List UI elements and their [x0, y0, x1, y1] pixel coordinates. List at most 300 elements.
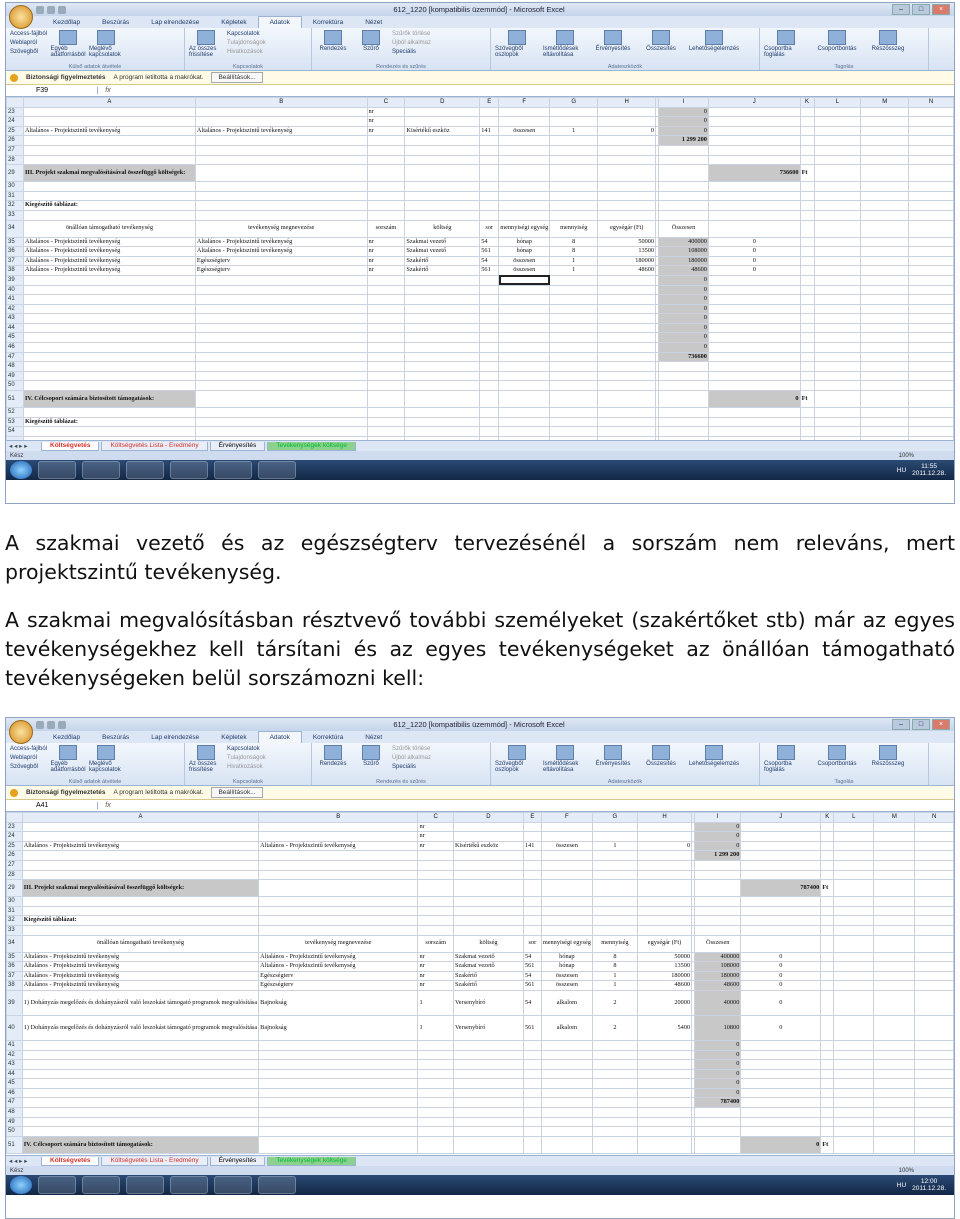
cell[interactable] [708, 275, 800, 285]
filter-button[interactable]: Szűrő [354, 745, 388, 783]
cell-h[interactable]: 180000 [637, 971, 691, 981]
cell[interactable] [195, 304, 367, 314]
cell[interactable] [259, 851, 418, 861]
cell[interactable] [909, 371, 954, 381]
cell[interactable] [550, 165, 598, 182]
cell[interactable] [909, 436, 954, 440]
cell-b[interactable]: Általános - Projektszintű tevékenység [259, 952, 418, 962]
cell[interactable] [22, 1079, 258, 1089]
cell[interactable] [909, 352, 954, 362]
cell[interactable] [814, 256, 861, 266]
row-header[interactable]: 41 [7, 1040, 23, 1050]
cell[interactable] [195, 107, 367, 117]
cell[interactable] [550, 362, 598, 372]
cell[interactable] [480, 201, 499, 211]
cell[interactable] [541, 1079, 592, 1089]
cell[interactable] [861, 155, 909, 165]
cell[interactable] [637, 1108, 691, 1118]
cell[interactable] [861, 117, 909, 127]
cell[interactable] [874, 1069, 915, 1079]
cell[interactable] [741, 1088, 821, 1098]
column-header[interactable]: C [418, 813, 454, 823]
header-g[interactable] [550, 436, 598, 440]
header-g[interactable]: mennyiség [550, 220, 598, 237]
cell[interactable] [695, 925, 741, 935]
cell-h[interactable]: 50000 [598, 237, 656, 247]
cell[interactable] [453, 1098, 523, 1108]
cell[interactable] [23, 371, 195, 381]
cell[interactable] [814, 314, 861, 324]
cell[interactable] [523, 1108, 541, 1118]
cell[interactable] [195, 323, 367, 333]
cell[interactable] [592, 1098, 637, 1108]
cell-f[interactable]: összesen [499, 126, 550, 136]
cell[interactable] [453, 1060, 523, 1070]
cell[interactable] [861, 136, 909, 146]
cell[interactable] [367, 304, 405, 314]
select-all-corner[interactable] [7, 813, 23, 823]
cell[interactable] [874, 1060, 915, 1070]
cell[interactable] [861, 191, 909, 201]
cell[interactable] [874, 897, 915, 907]
cell-d[interactable]: Szakértő [405, 266, 480, 276]
cell[interactable] [708, 201, 800, 211]
cell[interactable] [22, 897, 258, 907]
cell[interactable] [800, 408, 814, 418]
cell[interactable] [659, 182, 709, 192]
cell[interactable] [861, 408, 909, 418]
cell[interactable] [814, 343, 861, 353]
cell[interactable] [480, 352, 499, 362]
column-header[interactable]: F [499, 98, 550, 108]
sheet-tab-tevekenysegek[interactable]: Tevékenységek költsége [267, 442, 356, 451]
cell[interactable] [22, 1060, 258, 1070]
cell[interactable] [821, 971, 834, 981]
cell[interactable] [708, 117, 800, 127]
cell-j[interactable]: 48600 [659, 266, 709, 276]
cell[interactable] [195, 408, 367, 418]
cell[interactable] [523, 832, 541, 842]
fx-icon[interactable]: fx [105, 87, 111, 94]
cell[interactable] [834, 851, 874, 861]
cell[interactable] [915, 1050, 954, 1060]
cell[interactable] [259, 880, 418, 897]
cell[interactable] [861, 323, 909, 333]
cell[interactable] [874, 962, 915, 972]
cell[interactable] [367, 201, 405, 211]
cell[interactable] [909, 417, 954, 427]
cell[interactable] [23, 343, 195, 353]
cell[interactable] [480, 285, 499, 295]
cell[interactable] [659, 381, 709, 391]
header-h[interactable]: egységár (Ft) [598, 220, 656, 237]
cell[interactable] [874, 1015, 915, 1040]
close-button[interactable]: × [932, 719, 950, 730]
cell-j[interactable]: 180000 [659, 256, 709, 266]
redo-icon[interactable] [58, 721, 66, 729]
cell[interactable] [874, 841, 915, 851]
cell[interactable] [915, 1069, 954, 1079]
cell-g[interactable]: 2 [592, 1015, 637, 1040]
cell[interactable] [834, 990, 874, 1015]
close-button[interactable]: × [932, 4, 950, 15]
advanced-filter-button[interactable]: Speciális [392, 764, 417, 770]
cell[interactable] [821, 851, 834, 861]
header-c[interactable]: sorszám [367, 220, 405, 237]
column-header[interactable]: J [708, 98, 800, 108]
cell-f[interactable]: hónap [541, 962, 592, 972]
cell[interactable] [834, 925, 874, 935]
cell[interactable] [499, 371, 550, 381]
row-header[interactable]: 50 [7, 1127, 23, 1137]
excel-taskbar-icon[interactable] [214, 461, 252, 479]
cell[interactable] [598, 182, 656, 192]
cell[interactable] [637, 870, 691, 880]
cell[interactable] [915, 925, 954, 935]
cell[interactable] [592, 897, 637, 907]
cell[interactable] [821, 1050, 834, 1060]
cell[interactable] [195, 117, 367, 127]
cell-a[interactable]: Általános - Projektszintű tevékenység [22, 971, 258, 981]
tab-korrektura[interactable]: Korrektúra [312, 734, 344, 741]
cell-a[interactable]: Általános - Projektszintű tevékenység [22, 841, 258, 851]
cell-j[interactable]: 0 [695, 1069, 741, 1079]
cell[interactable] [367, 381, 405, 391]
cell[interactable] [541, 870, 592, 880]
cell[interactable] [418, 1108, 454, 1118]
cell[interactable] [800, 275, 814, 285]
cell[interactable] [453, 832, 523, 842]
header-a[interactable]: önállóan támogatható tevékenység [23, 220, 195, 237]
cell[interactable] [499, 295, 550, 305]
cell[interactable] [834, 870, 874, 880]
cell[interactable] [23, 381, 195, 391]
cell-c[interactable]: nr [418, 962, 454, 972]
cell[interactable] [22, 1127, 258, 1137]
row-header[interactable]: 29 [7, 880, 23, 897]
from-access-button[interactable]: Access-fájlból [10, 746, 48, 752]
cell[interactable] [598, 136, 656, 146]
cell[interactable] [418, 1117, 454, 1127]
cell[interactable] [814, 107, 861, 117]
column-header[interactable]: D [405, 98, 480, 108]
row-header[interactable]: 46 [7, 343, 24, 353]
column-header[interactable]: F [541, 813, 592, 823]
cell[interactable] [708, 362, 800, 372]
sheet-tab-koltsegvetes[interactable]: Költségvetés [41, 1157, 99, 1166]
minimize-button[interactable]: – [892, 719, 910, 730]
cell[interactable] [550, 371, 598, 381]
cell[interactable] [367, 314, 405, 324]
cell[interactable] [874, 981, 915, 991]
cell[interactable] [861, 371, 909, 381]
cell[interactable] [800, 343, 814, 353]
cell[interactable] [523, 1127, 541, 1137]
cell[interactable] [367, 371, 405, 381]
cell[interactable] [480, 136, 499, 146]
cell[interactable] [480, 210, 499, 220]
cell-k[interactable]: 0 [741, 952, 821, 962]
cell[interactable] [800, 145, 814, 155]
cell[interactable] [637, 1088, 691, 1098]
cell[interactable] [541, 1127, 592, 1137]
column-header[interactable]: A [23, 98, 195, 108]
cell[interactable] [861, 165, 909, 182]
column-header[interactable]: G [592, 813, 637, 823]
cell[interactable] [861, 417, 909, 427]
cell[interactable] [741, 1040, 821, 1050]
header-e[interactable]: sor [523, 935, 541, 952]
cell-e[interactable]: 561 [523, 1015, 541, 1040]
cell[interactable] [480, 275, 499, 285]
row-header[interactable]: 36 [7, 247, 24, 257]
from-text-button[interactable]: Szövegből [10, 764, 39, 770]
cell[interactable] [834, 880, 874, 897]
cell-g[interactable]: 1 [592, 841, 637, 851]
cell[interactable] [195, 191, 367, 201]
cell-c[interactable]: nr [418, 981, 454, 991]
cell[interactable] [874, 1079, 915, 1089]
cell[interactable] [821, 1088, 834, 1098]
cell[interactable] [834, 1050, 874, 1060]
cell-b[interactable]: Általános - Projektszintű tevékenység [259, 962, 418, 972]
cell-c[interactable]: nr [367, 237, 405, 247]
cell[interactable] [874, 1136, 915, 1153]
cell[interactable] [741, 925, 821, 935]
cell-b[interactable]: Egészségterv [259, 971, 418, 981]
cell[interactable] [405, 295, 480, 305]
cell[interactable] [659, 408, 709, 418]
cell[interactable] [367, 333, 405, 343]
cell[interactable] [708, 220, 800, 237]
cell[interactable] [22, 1098, 258, 1108]
cell[interactable] [418, 860, 454, 870]
cell[interactable] [741, 1050, 821, 1060]
cell[interactable] [259, 1108, 418, 1118]
cell[interactable] [418, 1098, 454, 1108]
cell-d[interactable]: Szakmai vezető [453, 962, 523, 972]
cell-h[interactable]: 48600 [637, 981, 691, 991]
cell[interactable] [915, 1117, 954, 1127]
cell[interactable] [598, 427, 656, 437]
cell[interactable] [915, 1079, 954, 1089]
cell[interactable] [814, 408, 861, 418]
cell[interactable] [453, 822, 523, 832]
undo-icon[interactable] [47, 721, 55, 729]
cell[interactable] [834, 1127, 874, 1137]
cell[interactable] [909, 391, 954, 408]
cell[interactable] [915, 1040, 954, 1050]
row-header[interactable]: 25 [7, 126, 24, 136]
tab-lap-elrendezese[interactable]: Lap elrendezése [151, 19, 200, 26]
cell[interactable] [834, 1069, 874, 1079]
row-header[interactable]: 46 [7, 1088, 23, 1098]
cell-c[interactable]: nr [418, 971, 454, 981]
cell[interactable] [453, 1108, 523, 1118]
cell[interactable] [861, 145, 909, 155]
cell[interactable] [259, 870, 418, 880]
section-title[interactable]: III. Projekt szakmai megvalósításával összefüggő költségek: [22, 880, 258, 897]
header-j[interactable]: Összesen [695, 935, 741, 952]
cell[interactable] [800, 136, 814, 146]
cell[interactable] [418, 1040, 454, 1050]
cell[interactable] [23, 117, 195, 127]
row-header[interactable]: 53 [7, 417, 24, 427]
cell[interactable] [22, 832, 258, 842]
cell[interactable] [523, 1040, 541, 1050]
row-header[interactable]: 47 [7, 352, 24, 362]
edit-links-button[interactable]: Hivatkozások [227, 49, 263, 55]
section-title[interactable]: III. Projekt szakmai megvalósításával összefüggő költségek: [23, 165, 195, 182]
column-header[interactable]: E [523, 813, 541, 823]
cell[interactable] [453, 897, 523, 907]
cell[interactable] [499, 417, 550, 427]
row-header[interactable]: 39 [7, 990, 23, 1015]
cell[interactable] [874, 851, 915, 861]
cell[interactable] [861, 343, 909, 353]
cell[interactable] [861, 275, 909, 285]
cell[interactable] [598, 210, 656, 220]
cell-f[interactable]: alkalom [541, 1015, 592, 1040]
cell[interactable] [637, 860, 691, 870]
cell-c[interactable]: nr [367, 126, 405, 136]
cell-d[interactable]: Szakmai vezető [453, 952, 523, 962]
cell[interactable] [909, 126, 954, 136]
cell[interactable] [708, 155, 800, 165]
remove-duplicates-button[interactable]: Ismétlődések eltávolítása [543, 745, 587, 783]
cell[interactable] [23, 333, 195, 343]
cell[interactable] [23, 362, 195, 372]
cell[interactable] [695, 870, 741, 880]
cell-b[interactable]: Általános - Projektszintű tevékenység [195, 126, 367, 136]
cell[interactable] [874, 925, 915, 935]
advanced-filter-button[interactable]: Speciális [392, 49, 417, 55]
cell[interactable] [741, 935, 821, 952]
column-header[interactable]: N [909, 98, 954, 108]
cell-b[interactable]: Általános - Projektszintű tevékenység [259, 841, 418, 851]
cell-e[interactable]: 561 [480, 266, 499, 276]
cell[interactable] [821, 925, 834, 935]
cell[interactable] [195, 391, 367, 408]
cell[interactable] [659, 417, 709, 427]
cell[interactable] [499, 343, 550, 353]
header-f[interactable]: mennyiségi egység [499, 220, 550, 237]
cell[interactable] [741, 822, 821, 832]
cell[interactable] [821, 1069, 834, 1079]
cell[interactable] [834, 1136, 874, 1153]
header-b[interactable]: tevékenység megnevezése [195, 220, 367, 237]
cell[interactable] [834, 860, 874, 870]
validation-button[interactable]: Érvényesítés [591, 745, 635, 783]
sheet-tab-lista[interactable]: Költségvetés Lista - Eredmény [101, 1157, 207, 1166]
language-indicator[interactable]: HU [896, 1181, 907, 1189]
cell[interactable] [598, 117, 656, 127]
cell-h[interactable]: 20000 [637, 990, 691, 1015]
cell[interactable] [598, 295, 656, 305]
cell[interactable] [523, 880, 541, 897]
cell-k[interactable]: 787400 [741, 880, 821, 897]
cell[interactable] [909, 237, 954, 247]
zoom-level[interactable]: 100% [898, 1167, 914, 1174]
options-button[interactable]: Beállítások... [211, 787, 262, 798]
cell[interactable] [405, 333, 480, 343]
tab-beszuras[interactable]: Beszúrás [102, 734, 130, 741]
cell[interactable] [453, 1117, 523, 1127]
cell-j[interactable]: 0 [659, 314, 709, 324]
explorer-taskbar-icon[interactable] [38, 461, 76, 479]
cell[interactable] [259, 1079, 418, 1089]
cell[interactable] [874, 935, 915, 952]
cell-a[interactable]: 1) Dohányzás megelőzés és dohányzásról való leszokást támogató programok megvalósítása [22, 990, 258, 1015]
cell[interactable] [480, 333, 499, 343]
cell-c[interactable]: nr [367, 247, 405, 257]
cell-a[interactable]: Általános - Projektszintű tevékenység [23, 237, 195, 247]
cell[interactable] [814, 145, 861, 155]
cell[interactable] [195, 381, 367, 391]
cell[interactable] [741, 906, 821, 916]
kieg-label[interactable]: Kiegészítő táblázat: [23, 417, 195, 427]
text-to-columns-button[interactable]: Szövegből oszlopok [495, 30, 539, 68]
cell-k[interactable]: 0 [741, 971, 821, 981]
cell[interactable] [915, 897, 954, 907]
cell-d[interactable]: Versenybíró [453, 1015, 523, 1040]
cell[interactable] [23, 107, 195, 117]
cell[interactable] [405, 362, 480, 372]
cell[interactable] [499, 191, 550, 201]
tab-korrektura[interactable]: Korrektúra [312, 19, 344, 26]
cell[interactable] [418, 925, 454, 935]
cell[interactable] [405, 182, 480, 192]
cell-e[interactable]: 54 [480, 237, 499, 247]
cell-j[interactable]: 0 [659, 126, 709, 136]
cell[interactable] [874, 1108, 915, 1118]
cell[interactable] [195, 201, 367, 211]
connections-button[interactable]: Kapcsolatok [227, 746, 260, 752]
cell[interactable] [909, 220, 954, 237]
cell-h[interactable]: 48600 [598, 266, 656, 276]
cell[interactable] [259, 1136, 418, 1153]
reapply-button[interactable]: Újból alkalmaz [392, 755, 432, 761]
cell[interactable] [800, 182, 814, 192]
cell[interactable] [499, 136, 550, 146]
fx-icon[interactable]: fx [105, 802, 111, 809]
cell[interactable] [874, 1098, 915, 1108]
cell-d[interactable]: Szakértő [405, 256, 480, 266]
cell-c[interactable]: nr [367, 107, 405, 117]
cell[interactable] [821, 1060, 834, 1070]
cell-f[interactable]: hónap [541, 952, 592, 962]
cell-j[interactable]: 787400 [695, 1098, 741, 1108]
cell-k[interactable]: 0 [708, 256, 800, 266]
cell[interactable] [915, 1060, 954, 1070]
column-header[interactable]: K [821, 813, 834, 823]
cell[interactable] [814, 220, 861, 237]
cell-l[interactable]: Ft [800, 165, 814, 182]
cell-d[interactable]: Szakértő [453, 971, 523, 981]
cell[interactable] [418, 1127, 454, 1137]
cell-j[interactable]: 108000 [659, 247, 709, 257]
cell-j[interactable]: 0 [695, 1050, 741, 1060]
cell[interactable] [259, 860, 418, 870]
column-header[interactable]: E [480, 98, 499, 108]
row-header[interactable]: 51 [7, 1136, 23, 1153]
column-header[interactable]: B [195, 98, 367, 108]
cell[interactable] [541, 1117, 592, 1127]
cell[interactable] [834, 822, 874, 832]
cell[interactable] [834, 1060, 874, 1070]
from-web-button[interactable]: Weblapról [10, 40, 37, 46]
cell-j[interactable]: 0 [695, 832, 741, 842]
